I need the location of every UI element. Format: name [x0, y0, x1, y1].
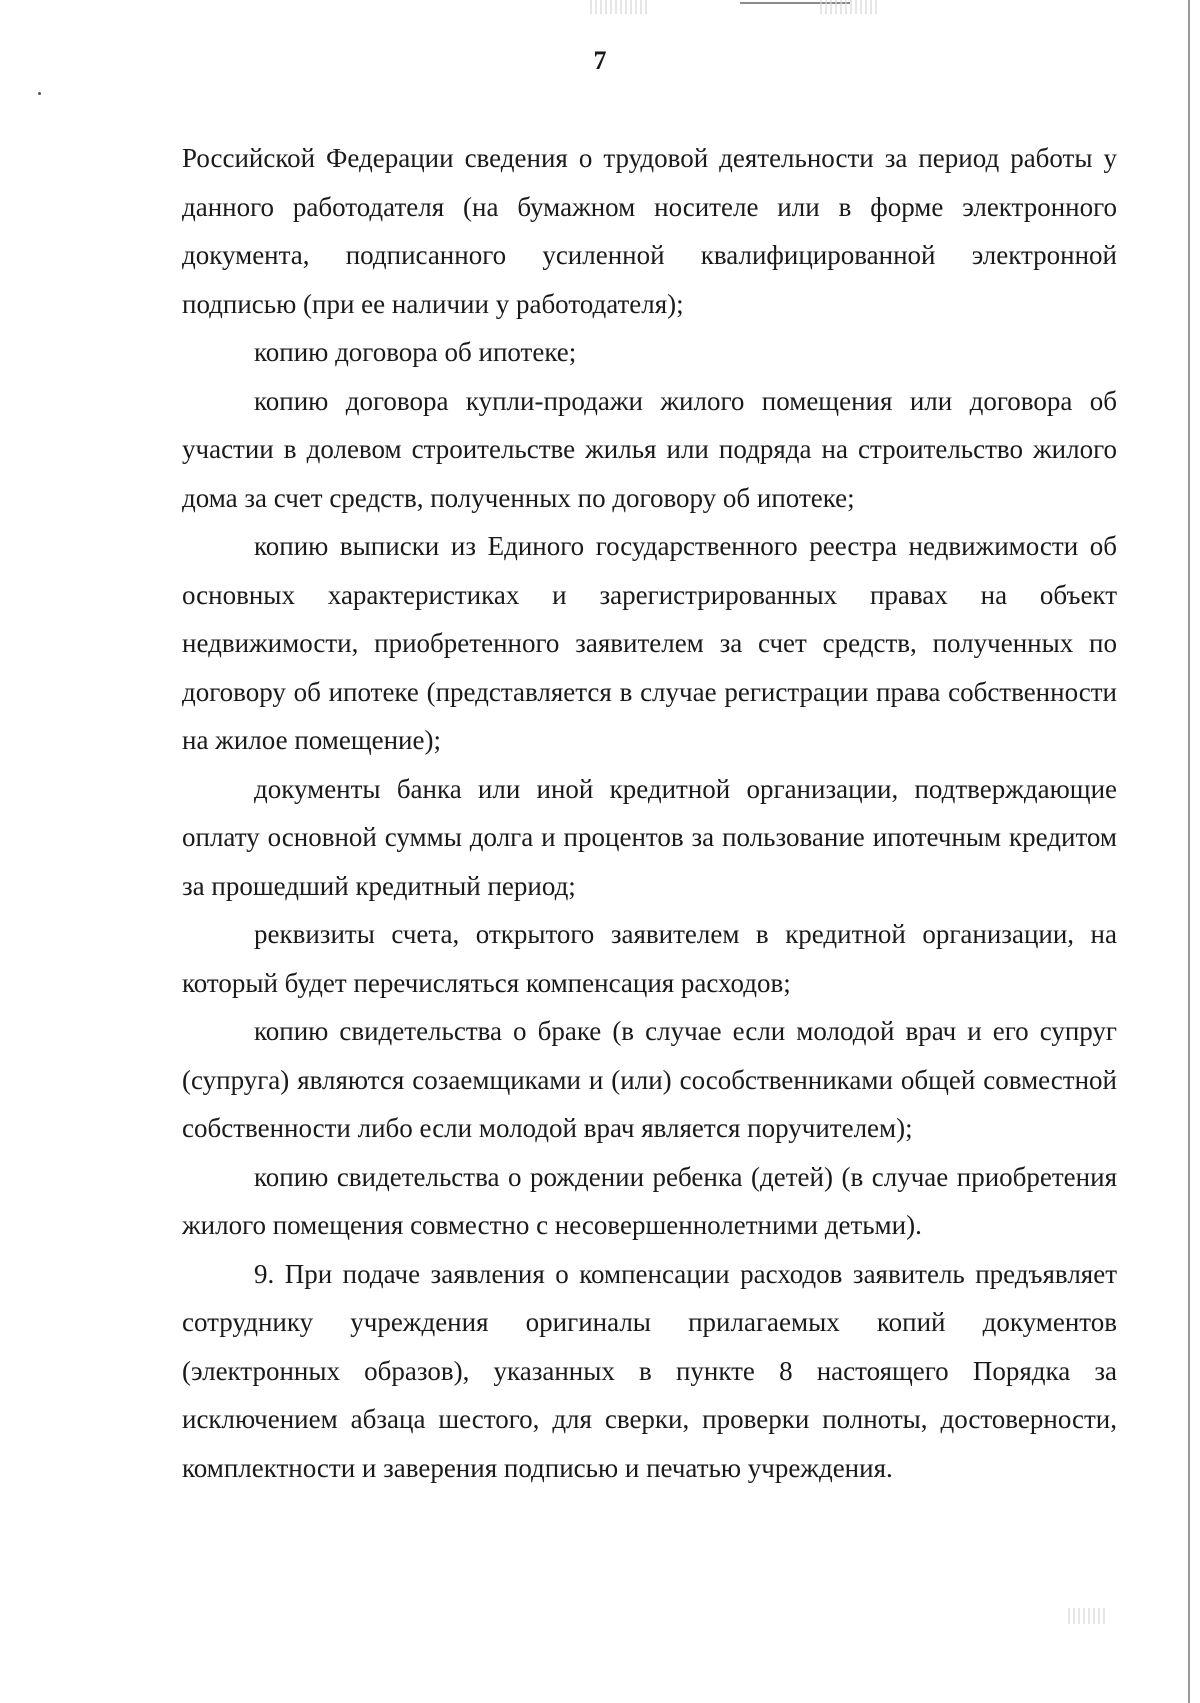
- body-text: [182, 134, 1117, 1492]
- scan-noise-top-1: [590, 0, 650, 14]
- scan-artifact-right-edge: [1188, 0, 1190, 1703]
- paragraph-employment-info: Российской Федерации сведения о трудовой деятельности за период работы у данного работодателя (на бумажном носителе или в форме электронного документа, подписанного усиленной квалифицированной электронной подписью (при ее наличии у работодателя);: [182, 143, 1117, 319]
- paragraph-account-details: реквизиты счета, открытого заявителем в кредитной организации, на который будет перечисляться компенсация расходов;: [182, 919, 1117, 998]
- scan-noise-bottom-right: [1068, 1608, 1108, 1624]
- scan-dot-left: [38, 92, 41, 95]
- paragraph-clause-9: 9. При подаче заявления о компенсации расходов заявитель предъявляет сотруднику учреждения оригиналы прилагаемых копий документов (электронных образов), указанных в пункте 8 настоящего Порядка за исключением абзаца шестого, для сверки, проверки полноты, достоверности, комплектности и заверения подписью и печатью учреждения.: [182, 1258, 1117, 1483]
- paragraph-registry-extract: копию выписки из Единого государственного реестра недвижимости об основных характеристиках и зарегистрированных правах на объект недвижимости, приобретенного заявителем за счет средств, полученных по договору об ипотеке (представляется в случае регистрации права собственности на жилое помещение);: [182, 531, 1117, 755]
- paragraph-mortgage-copy: копию договора об ипотеке;: [254, 337, 577, 367]
- page-number: 7: [593, 46, 607, 75]
- paragraph-purchase-contract: копию договора купли-продажи жилого помещения или договора об участии в долевом строительстве жилья или подряда на строительство жилого дома за счет средств, полученных по договору об ипотеке;: [182, 385, 1117, 513]
- paragraph-marriage-certificate: копию свидетельства о браке (в случае если молодой врач и его супруг (супруга) являются созаемщиками и (или) сособственниками общей совместной собственности либо если молодой врач является поручителем);: [182, 1016, 1117, 1143]
- paragraph-birth-certificate: копию свидетельства о рождении ребенка (детей) (в случае приобретения жилого помещения совместно с несовершеннолетними детьми).: [182, 1161, 1117, 1240]
- scan-noise-top-2: [820, 0, 880, 14]
- paragraph-bank-documents: документы банка или иной кредитной организации, подтверждающие оплату основной суммы долга и процентов за пользование ипотечным кредитом за прошедший кредитный период;: [182, 773, 1117, 901]
